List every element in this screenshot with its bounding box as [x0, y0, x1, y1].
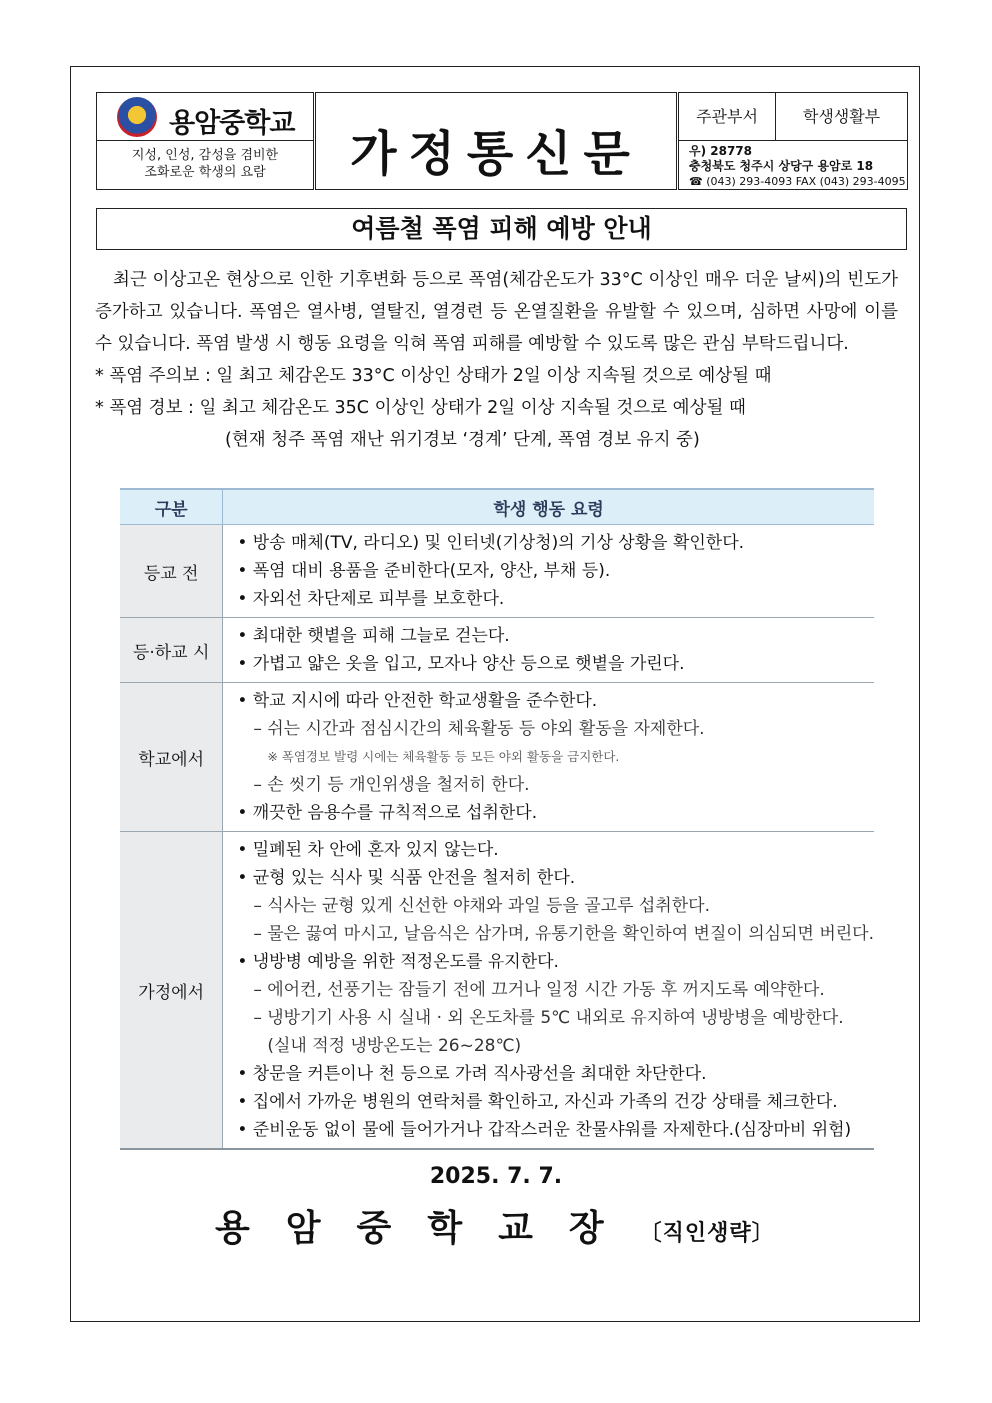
signer-name: 용암중학교장: [215, 1208, 640, 1249]
list-item: • 냉방병 예방을 위한 적정온도를 유지한다.: [237, 948, 874, 976]
school-title-row: [97, 93, 313, 141]
row-actions: [223, 683, 874, 832]
motto-line-1: 지성, 인성, 감성을 겸비한: [131, 148, 279, 163]
school-name: 용암중학교: [169, 108, 295, 139]
department-label: 주관부서: [679, 93, 776, 140]
department-box: [678, 92, 908, 190]
list-item: • 학교 지시에 따라 안전한 학교생활을 준수한다.: [237, 687, 874, 715]
list-item: • 가볍고 얇은 옷을 입고, 모자나 양산 등으로 햇볕을 가린다.: [237, 650, 874, 678]
row-category: 등·하교 시: [120, 618, 223, 683]
school-info-box: [96, 92, 314, 190]
sub-item: – 에어컨, 선풍기는 잠들기 전에 끄거나 일정 시간 가동 후 꺼지도록 예약한다.: [253, 980, 825, 1000]
title-box: [315, 92, 677, 190]
list-item: • 집에서 가까운 병원의 연락처를 확인하고, 자신과 가족의 건강 상태를 체크한다.: [237, 1088, 874, 1116]
department-row: [679, 93, 907, 141]
list-item: • 방송 매체(TV, 라디오) 및 인터넷(기상청)의 기상 상황을 확인한다.: [237, 529, 874, 557]
sub-item: (실내 적정 냉방온도는 26~28℃): [267, 1036, 522, 1056]
motto-line-2: 조화로운 학생의 요람: [144, 165, 266, 180]
row-category: 학교에서: [120, 683, 223, 832]
school-motto: [97, 147, 313, 181]
department-value: 학생생활부: [802, 107, 881, 126]
sub-item: – 손 씻기 등 개인위생을 철저히 한다.: [253, 775, 530, 795]
table-row: [120, 832, 874, 1150]
list-item: • 균형 있는 식사 및 식품 안전을 철저히 한다.: [237, 864, 874, 892]
phone-fax: ☎ (043) 293-4093 FAX (043) 293-4095: [689, 175, 906, 188]
row-actions: [223, 618, 874, 683]
list-item: • 창문을 커튼이나 천 등으로 가려 직사광선을 최대한 차단한다.: [237, 1060, 874, 1088]
table-row: [120, 618, 874, 683]
list-item: • 깨끗한 음용수를 규칙적으로 섭취한다.: [237, 799, 874, 827]
list-item: • 밀폐된 차 안에 혼자 있지 않는다.: [237, 836, 874, 864]
street-address: 충청북도 청주시 상당구 용암로 18: [689, 159, 874, 173]
list-item: • 폭염 대비 용품을 준비한다(모자, 양산, 부채 등).: [237, 557, 874, 585]
row-actions: [223, 525, 874, 618]
column-header-actions: 학생 행동 요령: [223, 489, 874, 525]
intro-paragraph: 최근 이상고온 현상으로 인한 기후변화 등으로 폭염(체감온도가 33°C 이상인 매우 더운 날씨)의 빈도가 증가하고 있습니다. 폭염은 열사병, 열탈진, 열경련 등 온열질환을 유발할 수 있으며, 심하면 사망에 이를 수 있습니다. 폭염 발생 시 행동 요령을 익혀 폭염 피해를 예방할 수 있도록 많은 관심 부탁드립니다.: [95, 270, 898, 354]
column-header-category: 구분: [120, 489, 223, 525]
letter-header: [96, 92, 908, 190]
row-category: 가정에서: [120, 832, 223, 1150]
postal-code: 우) 28778: [689, 144, 753, 158]
sub-item: – 냉방기기 사용 시 실내 · 외 온도차를 5℃ 내외로 유지하여 냉방병을 예방한다.: [253, 1008, 844, 1028]
sub-item: – 물은 끓여 마시고, 날음식은 삼가며, 유통기한을 확인하여 변질이 의심되면 버린다.: [253, 924, 874, 944]
heat-watch-note: * 폭염 주의보 : 일 최고 체감온도 33°C 이상인 상태가 2일 이상 지속될 것으로 예상될 때: [95, 366, 772, 386]
signature-line: [215, 1200, 815, 1251]
body-text: [95, 264, 898, 456]
footnote-item: ※ 폭염경보 발령 시에는 체육활동 등 모든 야외 활동을 금지한다.: [267, 749, 620, 764]
sub-item: – 식사는 균형 있게 신선한 야채와 과일 등을 골고루 섭취한다.: [253, 896, 710, 916]
subject-heading: 여름철 폭염 피해 예방 안내: [96, 208, 907, 250]
table-row: [120, 683, 874, 832]
row-category: 등교 전: [120, 525, 223, 618]
table-row: [120, 525, 874, 618]
sub-item: – 쉬는 시간과 점심시간의 체육활동 등 야외 활동을 자제한다.: [253, 719, 705, 739]
current-status-note: (현재 청주 폭염 재난 위기경보 ‘경계’ 단계, 폭염 경보 유지 중): [225, 430, 700, 450]
table-header-row: [120, 489, 874, 525]
action-guide-table: [120, 488, 874, 1150]
page-title: 가정통신문: [350, 126, 642, 182]
issue-date: 2025. 7. 7.: [429, 1164, 563, 1189]
heat-warning-note: * 폭염 경보 : 일 최고 체감온도 35C 이상인 상태가 2일 이상 지속될 것으로 예상될 때: [95, 398, 746, 418]
list-item: • 최대한 햇볕을 피해 그늘로 걷는다.: [237, 622, 874, 650]
school-logo-icon: [117, 97, 157, 137]
school-address: [689, 144, 906, 189]
seal-omitted-note: 〔직인생략〕: [639, 1221, 775, 1246]
row-actions: [223, 832, 874, 1150]
list-item: • 준비운동 없이 물에 들어가거나 갑작스러운 찬물샤워를 자제한다.(심장마비 위험): [237, 1116, 874, 1144]
list-item: • 자외선 차단제로 피부를 보호한다.: [237, 585, 874, 613]
